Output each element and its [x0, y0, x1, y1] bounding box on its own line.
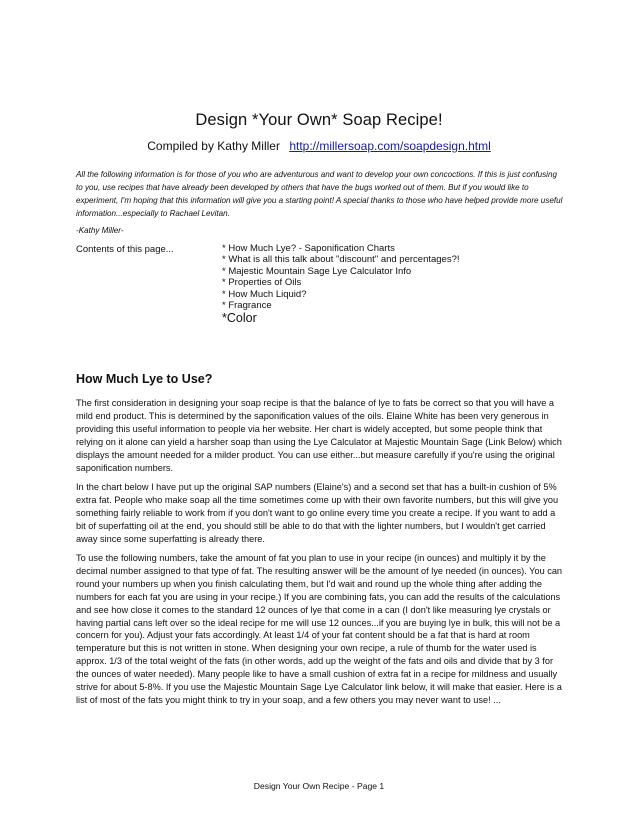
contents-item-fragrance: * Fragrance: [222, 300, 272, 312]
section-heading: How Much Lye to Use?: [76, 372, 213, 386]
author-signature: -Kathy Miller-: [76, 226, 124, 235]
document-subtitle: [0, 139, 638, 153]
contents-item-oils: * Properties of Oils: [222, 277, 302, 289]
contents-item-discount: * What is all this talk about "discount" and percentages?!: [222, 254, 460, 266]
contents-list: [222, 243, 460, 325]
contents-item-lye: * How Much Lye? - Saponification Charts: [222, 243, 395, 254]
contents-label: Contents of this page...: [76, 244, 174, 255]
contents-item-liquid: * How Much Liquid?: [222, 288, 307, 300]
intro-paragraph: All the following information is for those of you who are adventurous and want to develop your own concoctions. If this is just confusing to you, use recipes that have already been developed by others that have the bugs worked out of them. But if you would like to experiment, I'm hoping that this information will give you a starting point! A special thanks to those who have helped provide more useful information...especially to Rachael Levitan.: [76, 170, 563, 218]
document-title: Design *Your Own* Soap Recipe!: [195, 111, 443, 129]
body-paragraph-3: To use the following numbers, take the amount of fat you plan to use in your recipe (in ounces) and multiply it by the decimal number assigned to that type of fat. The resulting answer will be the amount of lye needed (in ounces). You can round your numbers up when you finish calculating them, but I'd wait and round up the whole thing after adding the numbers for each fat you are using in your recipe.) If you are combining fats, you can add the results of the calculations and see how close it comes to the standard 12 ounces of lye that come in a can (I don't like measuring lye crystals or having partial cans left over so the ideal recipe for me will use 12 ounces...if you are buying lye in bulk, this will not be a concern for you). Adjust your fats accordingly. At least 1/4 of your fat content should be a fat that is hard at room temperature but this is not written in stone. When designing your own recipe, a rule of thumb for the water used is approx. 1/3 of the total weight of the fats (in other words, add up the weight of the fats and oils and divide that by 3 for the ounces of water needed). Many people like to have a small cushion of extra fat in a recipe for mildness and usually strive for about 5-8%. If you use the Majestic Mountain Sage Lye Calculator link below, it will make that easier. Here is a list of most of the fats you might think to try in your soap, and a few others you may never want to use! ...: [76, 553, 563, 705]
source-link[interactable]: http://millersoap.com/soapdesign.html: [289, 139, 491, 153]
compiled-by-text: Compiled by Kathy Miller: [147, 139, 280, 153]
body-paragraph-2: In the chart below I have put up the original SAP numbers (Elaine's) and a second set that has a built-in cushion of 5% extra fat. People who make soap all the time sometimes come up with their own favorite numbers, but this will give you something fairly reliable to work from if you don't want to go online every time you create a recipe. If you want to add a bit of superfatting oil at the end, you should still be able to do that with the lighter numbers, but I wouldn't get carried away since some superfatting is already there.: [76, 482, 559, 544]
contents-item-color: *Color: [222, 311, 257, 326]
page-footer: Design Your Own Recipe - Page 1: [253, 781, 385, 791]
contents-item-calculator: * Majestic Mountain Sage Lye Calculator Info: [222, 265, 412, 277]
body-paragraph-1: The first consideration in designing your soap recipe is that the balance of lye to fats be correct so that you will have a mild end product. This is determined by the saponification values of the oils. Elaine White has been very generous in providing this useful information to people via her website. Her chart is widely accepted, but some people think that relying on it alone can yield a harsher soap than using the Lye Calculator at Majestic Mountain Sage (Link Below) which displays the amount needed for a milder product. You can use either...but measure carefully if you're using the original saponification numbers.: [76, 398, 562, 473]
